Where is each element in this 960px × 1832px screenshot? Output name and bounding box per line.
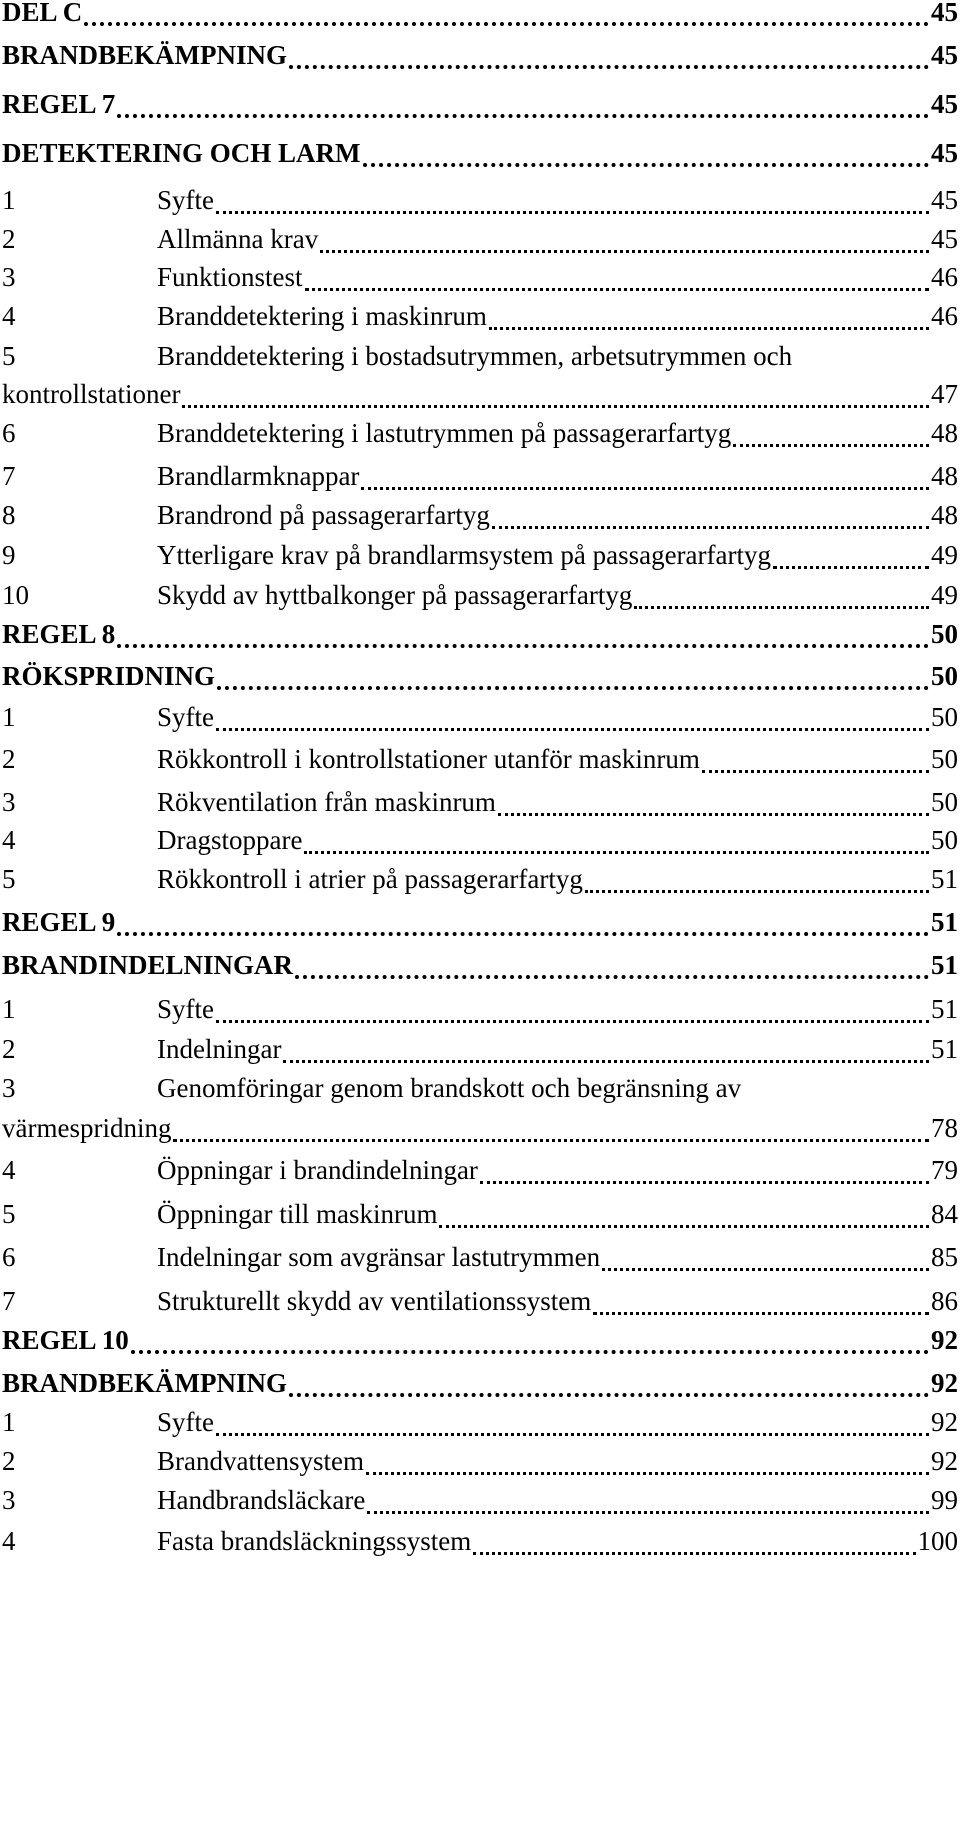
dot-leader: [492, 517, 929, 529]
toc-entry-number: 1: [2, 185, 16, 215]
toc-entry-number: 2: [2, 224, 16, 254]
toc-entry-number: 5: [2, 864, 16, 894]
dot-leader: [117, 105, 929, 118]
toc-entry[interactable]: [0, 1402, 960, 1442]
dot-leader: [289, 1384, 929, 1397]
toc-entry-title: Ytterligare krav på brandlarmsystem på passagerarfartyg: [157, 540, 771, 570]
toc-entry-page: 78: [931, 1113, 958, 1143]
toc-entry-page: 100: [917, 1526, 958, 1556]
toc-entry-number: 5: [2, 341, 16, 371]
toc-entry-number: 4: [2, 301, 16, 331]
toc-entry[interactable]: [0, 1363, 960, 1403]
toc-entry-page: 45: [931, 185, 958, 215]
dot-leader: [439, 1216, 929, 1228]
toc-entry-page: 46: [931, 262, 958, 292]
toc-entry-page: 49: [931, 580, 958, 610]
toc-entry-number: 3: [2, 1485, 16, 1515]
dot-leader: [295, 966, 929, 979]
toc-entry-page: 84: [931, 1199, 958, 1229]
toc-entry[interactable]: [0, 1029, 960, 1069]
toc-entry-page: 48: [931, 461, 958, 491]
toc-entry-page: 50: [931, 744, 958, 774]
toc-entry-number: 3: [2, 262, 16, 292]
dot-leader: [498, 804, 929, 816]
toc-entry[interactable]: [0, 296, 960, 336]
toc-entry-number: 6: [2, 1242, 16, 1272]
dot-leader: [289, 56, 929, 69]
toc-entry-title: Syfte: [157, 994, 214, 1024]
toc-entry-number: 4: [2, 825, 16, 855]
toc-entry-page: 51: [931, 864, 958, 894]
toc-entry[interactable]: [0, 782, 960, 822]
toc-entry-title: Strukturellt skydd av ventilationssystem: [157, 1286, 592, 1316]
dot-leader: [216, 202, 929, 214]
toc-entry-title: Syfte: [157, 185, 214, 215]
toc-entry[interactable]: [0, 656, 960, 696]
toc-entry-number: 3: [2, 1073, 16, 1103]
toc-entry[interactable]: [0, 374, 960, 414]
toc-entry-title: Brandrond på passagerarfartyg: [157, 500, 490, 530]
toc-entry-title: Syfte: [157, 702, 214, 732]
toc-entry-page: 45: [931, 89, 958, 119]
toc-entry-page: 45: [931, 0, 958, 27]
dot-leader: [489, 318, 929, 330]
toc-entry[interactable]: [0, 495, 960, 535]
toc-entry-title: REGEL 9: [2, 907, 116, 937]
toc-entry-number: 5: [2, 1199, 16, 1229]
toc-entry-number: 8: [2, 500, 16, 530]
toc-entry-page: 92: [931, 1325, 958, 1355]
toc-entry-number: 4: [2, 1155, 16, 1185]
toc-entry-page: 45: [931, 138, 958, 168]
toc-entry-page: 86: [931, 1286, 958, 1316]
toc-entry[interactable]: [0, 35, 960, 75]
toc-entry-title: DEL C: [2, 0, 83, 27]
toc-entry-page: 47: [931, 379, 958, 409]
toc-entry-title: Rökventilation från maskinrum: [157, 787, 496, 817]
toc-entry-page: 50: [931, 702, 958, 732]
toc-entry-title: Branddetektering i maskinrum: [157, 301, 487, 331]
toc-entry-title: Fasta brandsläckningssystem: [157, 1526, 472, 1556]
dot-leader: [117, 923, 929, 936]
toc-entry-title: kontrollstationer: [2, 379, 181, 409]
toc-entry[interactable]: [0, 84, 960, 124]
toc-entry-page: 50: [931, 787, 958, 817]
dot-leader: [773, 557, 929, 569]
dot-leader: [216, 1424, 929, 1436]
toc-entry[interactable]: [0, 180, 960, 220]
toc-entry[interactable]: [0, 945, 960, 985]
toc-entry-title: Indelningar som avgränsar lastutrymmen: [157, 1242, 601, 1272]
toc-entry-page: 46: [931, 301, 958, 331]
toc-entry[interactable]: [0, 1194, 960, 1234]
toc-entry-title: Funktionstest: [157, 262, 303, 292]
toc-entry-title: Allmänna krav: [157, 224, 319, 254]
toc-entry-page: 50: [931, 661, 958, 691]
toc-entry-title: Brandvattensystem: [157, 1446, 364, 1476]
toc-entry-title: Branddetektering i lastutrymmen på passagerarfartyg: [157, 418, 732, 448]
toc-entry[interactable]: [0, 859, 960, 899]
toc-entry-page: 45: [931, 224, 958, 254]
toc-entry-title: BRANDINDELNINGAR: [2, 950, 294, 980]
toc-entry[interactable]: [0, 820, 960, 860]
toc-entry-title: värmespridning: [2, 1113, 172, 1143]
dot-leader: [702, 761, 929, 773]
toc-entry-first-line[interactable]: [0, 1068, 960, 1108]
dot-leader: [367, 1502, 929, 1514]
toc-entry-number: 1: [2, 994, 16, 1024]
toc-entry[interactable]: [0, 1281, 960, 1321]
toc-entry-title: Indelningar: [157, 1034, 282, 1064]
toc-entry-page: 51: [931, 907, 958, 937]
toc-entry-page: 45: [931, 40, 958, 70]
toc-entry-title: Rökkontroll i kontrollstationer utanför maskinrum: [157, 744, 700, 774]
dot-leader: [361, 478, 929, 490]
toc-entry-title: Skydd av hyttbalkonger på passagerarfartyg: [157, 580, 633, 610]
toc-entry[interactable]: [0, 989, 960, 1029]
toc-entry[interactable]: [0, 1237, 960, 1277]
toc-entry-title: Rökkontroll i atrier på passagerarfartyg: [157, 864, 583, 894]
dot-leader: [473, 1543, 915, 1555]
toc-entry[interactable]: [0, 1150, 960, 1190]
dot-leader: [593, 1303, 929, 1315]
toc-entry-page: 99: [931, 1485, 958, 1515]
toc-entry-title: Genomföringar genom brandskott och begränsning av: [157, 1073, 742, 1103]
toc-entry[interactable]: [0, 1521, 960, 1561]
toc-entry[interactable]: [0, 133, 960, 173]
toc-entry-title: Brandlarmknappar: [157, 461, 360, 491]
toc-entry[interactable]: [0, 697, 960, 737]
dot-leader: [366, 1463, 929, 1475]
toc-entry-title: Syfte: [157, 1407, 214, 1437]
dot-leader: [182, 396, 929, 408]
toc-entry-title: DETEKTERING OCH LARM: [2, 138, 361, 168]
dot-leader: [131, 1341, 929, 1354]
toc-entry-number: 10: [2, 580, 29, 610]
toc-entry-page: 51: [931, 950, 958, 980]
toc-entry-page: 50: [931, 619, 958, 649]
toc-entry-number: 1: [2, 702, 16, 732]
dot-leader: [585, 881, 929, 893]
toc-entry-number: 3: [2, 787, 16, 817]
dot-leader: [117, 635, 929, 648]
toc-entry-title: REGEL 8: [2, 619, 116, 649]
toc-entry-number: 7: [2, 1286, 16, 1316]
dot-leader: [304, 842, 929, 854]
toc-entry-number: 2: [2, 1034, 16, 1064]
toc-entry[interactable]: [0, 575, 960, 615]
toc-entry[interactable]: [0, 1480, 960, 1520]
toc-entry-title: BRANDBEKÄMPNING: [2, 40, 288, 70]
dot-leader: [173, 1130, 929, 1142]
toc-entry-title: REGEL 7: [2, 89, 116, 119]
dot-leader: [216, 1011, 929, 1023]
dot-leader: [84, 13, 929, 26]
toc-entry[interactable]: [0, 0, 960, 32]
dot-leader: [602, 1259, 929, 1271]
toc-entry[interactable]: [0, 902, 960, 942]
toc-entry[interactable]: [0, 739, 960, 779]
toc-entry-title: Öppningar till maskinrum: [157, 1199, 438, 1229]
toc-entry-page: 92: [931, 1446, 958, 1476]
toc-entry-title: Dragstoppare: [157, 825, 303, 855]
dot-leader: [216, 719, 929, 731]
toc-entry-page: 50: [931, 825, 958, 855]
toc-entry[interactable]: [0, 456, 960, 496]
toc-entry-page: 92: [931, 1368, 958, 1398]
toc-entry-number: 9: [2, 540, 16, 570]
toc-entry[interactable]: [0, 219, 960, 259]
toc-entry-number: 2: [2, 744, 16, 774]
toc-entry-title: REGEL 10: [2, 1325, 129, 1355]
toc-entry-number: 4: [2, 1526, 16, 1556]
toc-entry-page: 51: [931, 1034, 958, 1064]
toc-entry-page: 51: [931, 994, 958, 1024]
dot-leader: [480, 1172, 929, 1184]
toc-entry[interactable]: [0, 535, 960, 575]
toc-entry[interactable]: [0, 1108, 960, 1148]
toc-entry-number: 7: [2, 461, 16, 491]
toc-entry[interactable]: [0, 1320, 960, 1360]
dot-leader: [305, 279, 929, 291]
dot-leader: [733, 435, 929, 447]
dot-leader: [217, 677, 929, 690]
dot-leader: [634, 597, 929, 609]
toc-entry-title: RÖKSPRIDNING: [2, 661, 216, 691]
toc-entry-first-line[interactable]: [0, 336, 960, 376]
toc-entry[interactable]: [0, 413, 960, 453]
toc-entry-page: 79: [931, 1155, 958, 1185]
toc-entry[interactable]: [0, 257, 960, 297]
toc-entry-title: Branddetektering i bostadsutrymmen, arbetsutrymmen och: [157, 341, 793, 371]
toc-entry-number: 6: [2, 418, 16, 448]
toc-entry-page: 85: [931, 1242, 958, 1272]
toc-entry-page: 92: [931, 1407, 958, 1437]
toc-entry-page: 48: [931, 418, 958, 448]
toc-entry-title: Öppningar i brandindelningar: [157, 1155, 478, 1185]
dot-leader: [283, 1051, 929, 1063]
toc-entry-title: Handbrandsläckare: [157, 1485, 366, 1515]
toc-entry-number: 2: [2, 1446, 16, 1476]
toc-entry-title: BRANDBEKÄMPNING: [2, 1368, 288, 1398]
toc-entry-page: 49: [931, 540, 958, 570]
dot-leader: [320, 241, 929, 253]
toc-entry[interactable]: [0, 1441, 960, 1481]
toc-entry[interactable]: [0, 614, 960, 654]
toc-entry-number: 1: [2, 1407, 16, 1437]
toc-entry-page: 48: [931, 500, 958, 530]
dot-leader: [363, 154, 929, 167]
